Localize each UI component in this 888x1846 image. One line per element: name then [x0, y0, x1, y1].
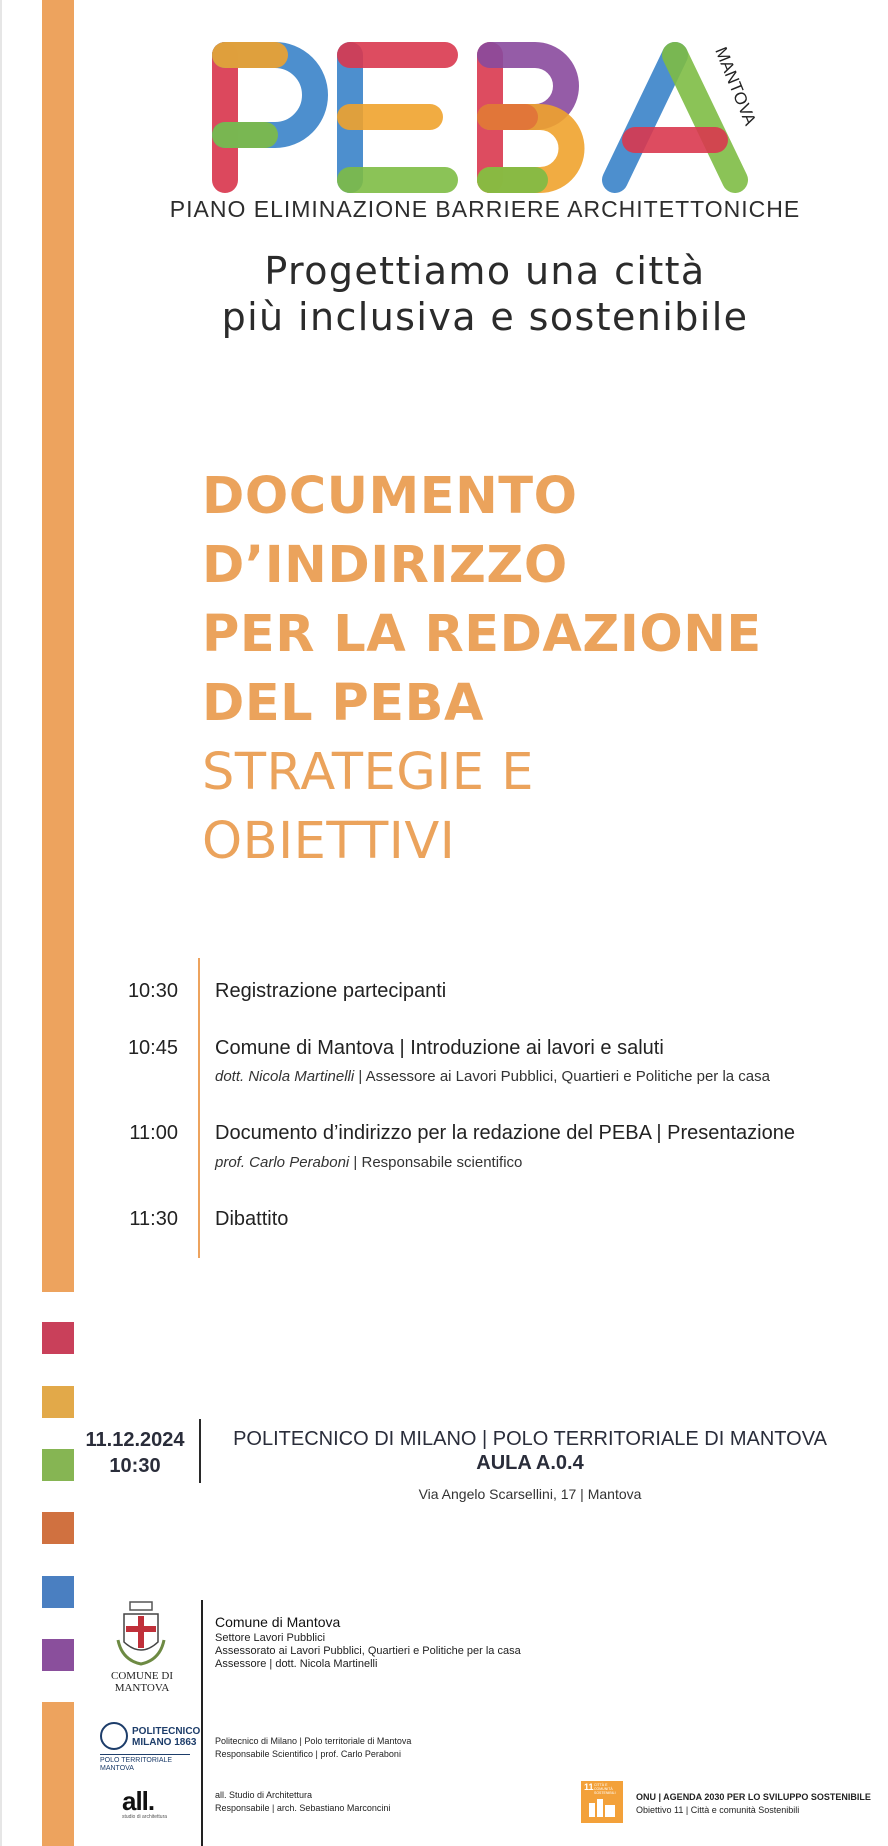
subtitle-line-2: OBIETTIVI: [202, 812, 456, 871]
politecnico-logo-line-1: POLITECNICO: [132, 1726, 201, 1737]
schedule-speaker-line: [215, 1154, 522, 1171]
comune-line: Settore Lavori Pubblici: [215, 1632, 326, 1644]
headline-line-2: più inclusiva e sostenibile: [221, 295, 749, 339]
document-title: [202, 462, 822, 876]
comune-logo-line-1: COMUNE DI: [110, 1670, 174, 1682]
color-square-yellow: [42, 1386, 74, 1418]
footer-divider: [201, 1600, 203, 1846]
venue-divider: [199, 1419, 201, 1483]
sdg-number: 11: [584, 1782, 594, 1792]
schedule-title: Documento d’indirizzo per la redazione del PEBA | Presentazione: [215, 1122, 795, 1144]
schedule-time: 11:30: [129, 1208, 178, 1230]
studio-line: Responsabile | arch. Sebastiano Marconcini: [215, 1803, 391, 1813]
comune-line: Assessorato ai Lavori Pubblici, Quartieri e Politiche per la casa: [215, 1645, 521, 1657]
schedule-time: 11:00: [129, 1122, 178, 1144]
sdg-line: ONU | AGENDA 2030 PER LO SVILUPPO SOSTENIBILE: [636, 1792, 871, 1802]
logo-city-label: MANTOVA: [711, 44, 760, 128]
schedule-time: 10:30: [127, 980, 178, 1002]
schedule-title: Comune di Mantova | Introduzione ai lavori e saluti: [215, 1037, 664, 1059]
event-time: 10:30: [109, 1455, 161, 1477]
politecnico-emblem-icon: [100, 1722, 128, 1750]
title-line-1: DOCUMENTO: [202, 467, 578, 526]
left-accent-bar-top: [42, 0, 74, 1292]
speaker-role: | Responsabile scientifico: [349, 1154, 523, 1171]
comune-logo-text: [104, 1670, 180, 1694]
left-accent-bar-bottom: [42, 1702, 74, 1846]
schedule-speaker-line: [215, 1068, 770, 1085]
schedule-divider: [198, 958, 200, 1258]
politecnico-line: Responsabile Scientifico | prof. Carlo Peraboni: [215, 1749, 401, 1759]
politecnico-logo-subtitle: POLO TERRITORIALE MANTOVA: [100, 1754, 190, 1773]
venue-address: Via Angelo Scarsellini, 17 | Mantova: [418, 1486, 642, 1502]
title-line-4: DEL PEBA: [202, 674, 484, 733]
studio-logo-subtitle: studio di architettura: [122, 1814, 168, 1820]
logo-tagline: PIANO ELIMINAZIONE BARRIERE ARCHITETTONICHE: [169, 196, 801, 222]
venue-room: AULA A.0.4: [476, 1452, 584, 1474]
subtitle-line-1: STRATEGIE E: [202, 743, 534, 802]
comune-name: Comune di Mantova: [215, 1614, 341, 1630]
comune-logo-line-2: MANTOVA: [114, 1682, 170, 1694]
color-square-orange: [42, 1512, 74, 1544]
color-square-purple: [42, 1639, 74, 1671]
studio-logo: all.: [122, 1786, 155, 1816]
politecnico-line: Politecnico di Milano | Polo territoriale di Mantova: [215, 1736, 412, 1746]
page-edge-line: [0, 0, 2, 1846]
event-date: 11.12.2024: [85, 1429, 185, 1451]
schedule-title: Registrazione partecipanti: [215, 980, 447, 1002]
event-datetime: [80, 1427, 190, 1479]
studio-line: all. Studio di Architettura: [215, 1790, 313, 1800]
title-line-3: PER LA REDAZIONE: [202, 605, 762, 664]
politecnico-logo-line-2: MILANO 1863: [132, 1737, 197, 1748]
title-line-2: D’INDIRIZZO: [202, 536, 568, 595]
color-square-green: [42, 1449, 74, 1481]
sdg-icon-text: CITTÀ E COMUNITÀ SOSTENIBILI: [594, 1783, 616, 1795]
politecnico-logo-title: [132, 1726, 202, 1748]
peba-logo: [205, 40, 780, 200]
venue-name: POLITECNICO DI MILANO | POLO TERRITORIALE DI MANTOVA: [233, 1428, 827, 1450]
color-square-red: [42, 1322, 74, 1354]
headline-line-1: Progettiamo una città: [264, 249, 706, 293]
headline: [150, 248, 820, 340]
comune-line: Assessore | dott. Nicola Martinelli: [215, 1658, 378, 1670]
speaker-role: | Assessore ai Lavori Pubblici, Quartieri e Politiche per la casa: [354, 1068, 770, 1085]
schedule-title: Dibattito: [215, 1208, 289, 1230]
speaker-name: prof. Carlo Peraboni: [215, 1154, 350, 1171]
sdg-line: Obiettivo 11 | Città e comunità Sostenibili: [636, 1805, 800, 1815]
color-square-blue: [42, 1576, 74, 1608]
schedule-time: 10:45: [127, 1037, 178, 1059]
speaker-name: dott. Nicola Martinelli: [215, 1068, 355, 1085]
